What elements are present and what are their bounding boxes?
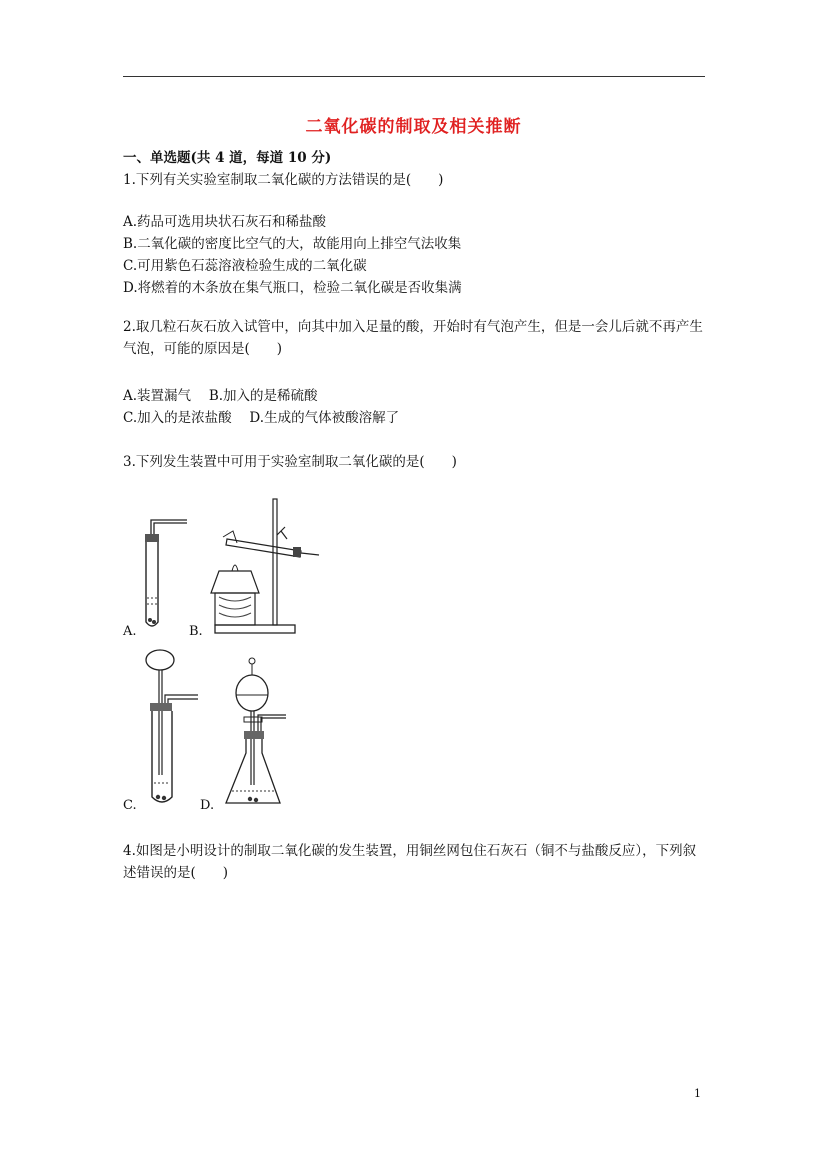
q3-label-c: C.	[123, 798, 137, 813]
page-title: 二氧化碳的制取及相关推断	[305, 117, 522, 137]
q3-label-a: A.	[123, 624, 137, 639]
header-rule	[123, 76, 705, 77]
apparatus-d-separatory-funnel-flask	[222, 655, 302, 815]
q1-option-d: D.将燃着的木条放在集气瓶口，检验二氧化碳是否收集满	[123, 280, 462, 296]
q1-option-b: B.二氧化碳的密度比空气的大，故能用向上排空气法收集	[123, 236, 462, 252]
apparatus-a-test-tube	[135, 512, 195, 637]
q1-stem: 1.下列有关实验室制取二氧化碳的方法错误的是( )	[123, 172, 444, 188]
q4-stem: 4.如图是小明设计的制取二氧化碳的发生装置，用铜丝网包住石灰石（铜不与盐酸反应），下列叙述错误的是( )	[123, 843, 697, 881]
q2-options-cd: C.加入的是浓盐酸 D.生成的气体被酸溶解了	[123, 410, 400, 426]
q3-label-d: D.	[200, 798, 215, 813]
q3-label-b: B.	[189, 624, 203, 639]
page-number: 1	[694, 1087, 701, 1100]
q2-options-ab: A.装置漏气 B.加入的是稀硫酸	[123, 388, 318, 404]
q1-option-c: C.可用紫色石蕊溶液检验生成的二氧化碳	[123, 258, 367, 274]
q1-option-a: A.药品可选用块状石灰石和稀盐酸	[123, 214, 327, 230]
q2-stem: 2.取几粒石灰石放入试管中，向其中加入足量的酸，开始时有气泡产生，但是一会儿后就不再产生气泡，可能的原因是( )	[123, 319, 703, 357]
apparatus-c-funnel-tube	[140, 645, 206, 810]
q3-stem: 3.下列发生装置中可用于实验室制取二氧化碳的是( )	[123, 454, 457, 470]
apparatus-b-heating-setup	[205, 497, 325, 637]
section-heading: 一、单选题(共 4 道，每道 10 分)	[123, 150, 332, 166]
